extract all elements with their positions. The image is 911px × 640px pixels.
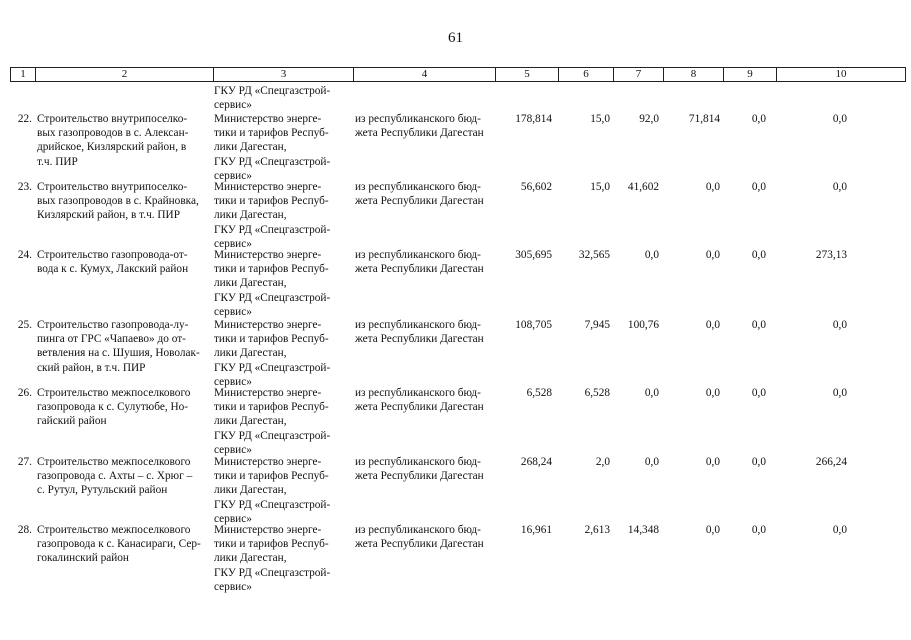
text-line: жета Республики Дагестан bbox=[355, 470, 484, 483]
text-line: лики Дагестан, bbox=[214, 484, 287, 497]
value-7: 92,0 bbox=[639, 113, 659, 125]
value-10: 0,0 bbox=[832, 319, 847, 331]
text-line: тики и тарифов Респуб- bbox=[214, 401, 329, 414]
value-8: 0,0 bbox=[705, 249, 720, 261]
funding-source bbox=[355, 248, 495, 276]
executor-continuation bbox=[214, 84, 354, 112]
project-name bbox=[37, 112, 212, 169]
value-8: 71,814 bbox=[688, 113, 720, 125]
column-number: 2 bbox=[36, 68, 214, 81]
value-10: 0,0 bbox=[832, 181, 847, 193]
text-line: сервис» bbox=[214, 99, 252, 112]
text-line: Строительство газопровода-от- bbox=[37, 249, 188, 261]
text-line: сервис» bbox=[214, 305, 252, 318]
text-line: гайский район bbox=[37, 415, 107, 428]
column-number: 5 bbox=[496, 68, 559, 81]
text-line: тики и тарифов Респуб- bbox=[214, 195, 329, 208]
project-name bbox=[37, 248, 212, 276]
text-line: лики Дагестан, bbox=[214, 209, 287, 222]
executor bbox=[214, 180, 350, 251]
project-name bbox=[37, 523, 212, 566]
text-line: дрийское, Кизлярский район, в bbox=[37, 141, 187, 154]
text-line: сервис» bbox=[214, 375, 252, 388]
text-line: тики и тарифов Респуб- bbox=[214, 127, 329, 140]
value-6: 7,945 bbox=[584, 319, 610, 331]
text-line: ветвления на с. Шушия, Новолак- bbox=[37, 347, 200, 360]
value-5: 16,961 bbox=[520, 524, 552, 536]
text-line: тики и тарифов Респуб- bbox=[214, 470, 329, 483]
column-number: 1 bbox=[11, 68, 36, 81]
text-line: сервис» bbox=[214, 580, 252, 593]
value-9: 0,0 bbox=[751, 319, 766, 331]
value-7: 0,0 bbox=[644, 387, 659, 399]
funding-source bbox=[355, 455, 495, 483]
value-6: 2,613 bbox=[584, 524, 610, 536]
executor bbox=[214, 318, 350, 389]
text-line: ГКУ РД «Спецгазстрой- bbox=[214, 566, 331, 579]
project-name bbox=[37, 386, 212, 429]
text-line: тики и тарифов Респуб- bbox=[214, 333, 329, 346]
text-line: лики Дагестан, bbox=[214, 277, 287, 290]
value-7: 14,348 bbox=[627, 524, 659, 536]
funding-source bbox=[355, 180, 495, 208]
text-line: из республиканского бюд- bbox=[355, 113, 481, 125]
value-6: 2,0 bbox=[595, 456, 610, 468]
value-6: 32,565 bbox=[578, 249, 610, 261]
value-5: 56,602 bbox=[520, 181, 552, 193]
row-number: 27. bbox=[17, 456, 32, 468]
text-line: ГКУ РД «Спецгазстрой- bbox=[214, 361, 331, 374]
text-line: жета Республики Дагестан bbox=[355, 538, 484, 551]
value-5: 178,814 bbox=[515, 113, 552, 125]
value-9: 0,0 bbox=[751, 113, 766, 125]
text-line: жета Республики Дагестан bbox=[355, 195, 484, 208]
text-line: вых газопроводов в с. Алексан- bbox=[37, 127, 189, 140]
value-9: 0,0 bbox=[751, 456, 766, 468]
text-line: из республиканского бюд- bbox=[355, 319, 481, 331]
value-7: 0,0 bbox=[644, 249, 659, 261]
text-line: Кизлярский район, в т.ч. ПИР bbox=[37, 209, 180, 222]
text-line: Министерство энерге- bbox=[214, 456, 322, 468]
value-9: 0,0 bbox=[751, 181, 766, 193]
row-number: 22. bbox=[17, 113, 32, 125]
value-6: 15,0 bbox=[590, 113, 610, 125]
text-line: т.ч. ПИР bbox=[37, 155, 78, 168]
value-7: 41,602 bbox=[627, 181, 659, 193]
funding-source bbox=[355, 112, 495, 140]
value-9: 0,0 bbox=[751, 387, 766, 399]
text-line: ГКУ РД «Спецгазстрой- bbox=[214, 155, 331, 168]
text-line: тики и тарифов Респуб- bbox=[214, 538, 329, 551]
column-number: 9 bbox=[724, 68, 777, 81]
text-line: Строительство газопровода-лу- bbox=[37, 319, 189, 331]
value-9: 0,0 bbox=[751, 249, 766, 261]
text-line: жета Республики Дагестан bbox=[355, 333, 484, 346]
executor bbox=[214, 248, 350, 319]
text-line: пинга от ГРС «Чапаево» до от- bbox=[37, 333, 186, 346]
executor bbox=[214, 112, 350, 183]
text-line: вода к с. Кумух, Лакский район bbox=[37, 263, 189, 276]
text-line: сервис» bbox=[214, 443, 252, 456]
executor bbox=[214, 386, 350, 457]
text-line: Министерство энерге- bbox=[214, 524, 322, 536]
text-line: Министерство энерге- bbox=[214, 181, 322, 193]
text-line: газопровода с. Ахты – с. Хрюг – bbox=[37, 470, 193, 483]
text-line: вых газопроводов в с. Крайновка, bbox=[37, 195, 199, 208]
text-line: лики Дагестан, bbox=[214, 415, 287, 428]
text-line: ГКУ РД «Спецгазстрой- bbox=[214, 291, 331, 304]
value-10: 0,0 bbox=[832, 113, 847, 125]
value-8: 0,0 bbox=[705, 456, 720, 468]
value-8: 0,0 bbox=[705, 319, 720, 331]
text-line: ский район, в т.ч. ПИР bbox=[37, 361, 146, 374]
project-name bbox=[37, 180, 212, 223]
page-number: 61 bbox=[448, 30, 463, 46]
text-line: лики Дагестан, bbox=[214, 141, 287, 154]
funding-source bbox=[355, 386, 495, 414]
text-line: из республиканского бюд- bbox=[355, 387, 481, 399]
value-6: 15,0 bbox=[590, 181, 610, 193]
value-8: 0,0 bbox=[705, 524, 720, 536]
text-line: с. Рутул, Рутульский район bbox=[37, 484, 168, 497]
text-line: из республиканского бюд- bbox=[355, 456, 481, 468]
text-line: жета Республики Дагестан bbox=[355, 401, 484, 414]
value-10: 266,24 bbox=[815, 456, 847, 468]
text-line: ГКУ РД «Спецгазстрой- bbox=[214, 223, 331, 236]
row-number: 26. bbox=[17, 387, 32, 399]
value-8: 0,0 bbox=[705, 387, 720, 399]
text-line: из республиканского бюд- bbox=[355, 181, 481, 193]
value-5: 305,695 bbox=[515, 249, 552, 261]
value-10: 0,0 bbox=[832, 524, 847, 536]
text-line: Министерство энерге- bbox=[214, 249, 322, 261]
executor bbox=[214, 523, 350, 594]
value-10: 273,13 bbox=[815, 249, 847, 261]
row-number: 25. bbox=[17, 319, 32, 331]
text-line: тики и тарифов Респуб- bbox=[214, 263, 329, 276]
value-7: 0,0 bbox=[644, 456, 659, 468]
column-number: 10 bbox=[835, 68, 847, 80]
text-line: Строительство межпоселкового bbox=[37, 456, 191, 468]
value-10: 0,0 bbox=[832, 387, 847, 399]
text-line: сервис» bbox=[214, 169, 252, 182]
text-line: из республиканского бюд- bbox=[355, 249, 481, 261]
text-line: лики Дагестан, bbox=[214, 552, 287, 565]
funding-source bbox=[355, 318, 495, 346]
text-line: ГКУ РД «Спецгазстрой- bbox=[214, 85, 331, 97]
row-number: 24. bbox=[17, 249, 32, 261]
text-line: Строительство межпоселкового bbox=[37, 387, 191, 399]
text-line: лики Дагестан, bbox=[214, 347, 287, 360]
column-number: 3 bbox=[214, 68, 354, 81]
text-line: Министерство энерге- bbox=[214, 387, 322, 399]
row-number: 28. bbox=[17, 524, 32, 536]
funding-source bbox=[355, 523, 495, 551]
text-line: ГКУ РД «Спецгазстрой- bbox=[214, 498, 331, 511]
value-9: 0,0 bbox=[751, 524, 766, 536]
value-5: 108,705 bbox=[515, 319, 552, 331]
row-number: 23. bbox=[17, 181, 32, 193]
text-line: ГКУ РД «Спецгазстрой- bbox=[214, 429, 331, 442]
text-line: гокалинский район bbox=[37, 552, 129, 565]
project-name bbox=[37, 318, 212, 375]
value-5: 268,24 bbox=[520, 456, 552, 468]
text-line: из республиканского бюд- bbox=[355, 524, 481, 536]
text-line: Министерство энерге- bbox=[214, 319, 322, 331]
executor bbox=[214, 455, 350, 526]
value-8: 0,0 bbox=[705, 181, 720, 193]
column-number: 4 bbox=[354, 68, 496, 81]
text-line: Строительство межпоселкового bbox=[37, 524, 191, 536]
column-number: 8 bbox=[664, 68, 724, 81]
text-line: газопровода к с. Сулутюбе, Но- bbox=[37, 401, 189, 414]
text-line: сервис» bbox=[214, 512, 252, 525]
text-line: Министерство энерге- bbox=[214, 113, 322, 125]
text-line: сервис» bbox=[214, 237, 252, 250]
column-number: 7 bbox=[614, 68, 664, 81]
text-line: жета Республики Дагестан bbox=[355, 127, 484, 140]
column-number: 6 bbox=[559, 68, 614, 81]
text-line: Строительство внутрипоселко- bbox=[37, 113, 188, 125]
value-7: 100,76 bbox=[627, 319, 659, 331]
value-6: 6,528 bbox=[584, 387, 610, 399]
program-table bbox=[10, 67, 906, 593]
project-name bbox=[37, 455, 212, 498]
text-line: жета Республики Дагестан bbox=[355, 263, 484, 276]
text-line: газопровода к с. Канасираги, Сер- bbox=[37, 538, 201, 551]
column-numbers-row bbox=[10, 67, 906, 82]
text-line: Строительство внутрипоселко- bbox=[37, 181, 188, 193]
value-5: 6,528 bbox=[526, 387, 552, 399]
